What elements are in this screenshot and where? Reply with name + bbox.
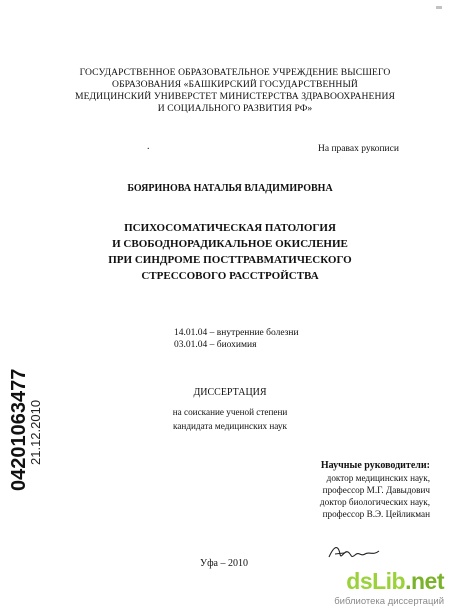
stamp-date: 21.12.2010 [28, 399, 43, 465]
degree-note [130, 405, 330, 433]
watermark[interactable] [332, 568, 448, 614]
library-stamp [6, 363, 46, 493]
scan-mark [436, 6, 442, 9]
thesis-title [80, 220, 380, 284]
institution-line: ГОСУДАРСТВЕННОЕ ОБРАЗОВАТЕЛЬНОЕ УЧРЕЖДЕНИЕ ВЫСШЕГО [79, 67, 391, 78]
author-name: БОЯРИНОВА НАТАЛЬЯ ВЛАДИМИРОВНА [127, 183, 333, 194]
supervisor-line: профессор В.Э. Цейликман [322, 509, 430, 519]
watermark-logo-main: dsLib [346, 568, 406, 594]
specialty-line: 14.01.04 – внутренние болезни [174, 328, 299, 338]
rights-note: На правах рукописи [318, 144, 399, 154]
supervisors-block [290, 460, 430, 520]
institution-line: ОБРАЗОВАНИЯ «БАШКИРСКИЙ ГОСУДАРСТВЕННЫЙ [112, 79, 358, 90]
stamp-number: 04201063477 [8, 368, 30, 491]
watermark-logo [346, 568, 444, 595]
degree-line: кандидата медицинских наук [173, 421, 287, 431]
document-type: ДИССЕРТАЦИЯ [193, 387, 267, 398]
title-line: ПРИ СИНДРОМЕ ПОСТТРАВМАТИЧЕСКОГО [108, 254, 352, 266]
institution-line: МЕДИЦИНСКИЙ УНИВЕРСТЕТ МИНИСТЕРСТВА ЗДРАВООХРАНЕНИЯ [74, 91, 396, 102]
degree-line: на соискание ученой степени [172, 407, 288, 417]
watermark-subtitle: библиотека диссертаций [334, 596, 444, 607]
specialty-line: 03.01.04 – биохимия [174, 340, 257, 350]
specialty-codes [174, 327, 299, 351]
supervisor-line: доктор медицинских наук, [326, 473, 430, 483]
title-line: ПСИХОСОМАТИЧЕСКАЯ ПАТОЛОГИЯ [124, 222, 336, 234]
watermark-logo-tld: .net [405, 568, 444, 594]
city-year: Уфа – 2010 [200, 558, 248, 569]
signature-icon [326, 542, 382, 564]
institution-header [40, 67, 430, 115]
title-line: И СВОБОДНОРАДИКАЛЬНОЕ ОКИСЛЕНИЕ [112, 238, 348, 250]
scan-dot: . [147, 141, 150, 152]
title-line: СТРЕССОВОГО РАССТРОЙСТВА [141, 270, 319, 282]
supervisor-line: доктор биологических наук, [319, 497, 430, 507]
institution-line: И СОЦИАЛЬНОГО РАЗВИТИЯ РФ» [157, 103, 313, 114]
supervisor-line: профессор М.Г. Давыдович [322, 485, 430, 495]
supervisors-heading: Научные руководители: [320, 460, 430, 471]
